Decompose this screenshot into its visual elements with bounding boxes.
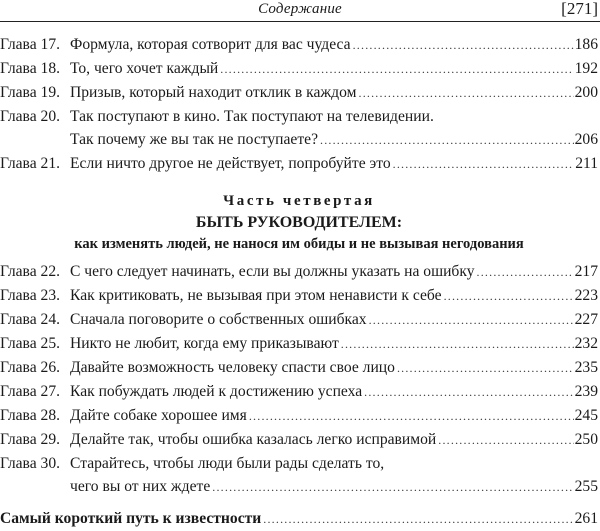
toc-entry-chapter-23[interactable]: [0, 284, 598, 308]
chapter-title: Если ничто другое не действует, попробуйте это: [70, 155, 391, 172]
chapter-page: 250: [574, 431, 598, 448]
toc-entry-chapter-25[interactable]: [0, 332, 598, 356]
chapter-label: Глава 18.: [0, 60, 61, 77]
dot-leader: [212, 476, 573, 499]
page-number: [271]: [561, 0, 598, 18]
dot-leader: [393, 153, 575, 176]
chapter-page: 227: [574, 311, 598, 328]
chapter-label: Глава 28.: [0, 407, 61, 424]
chapter-label: Глава 23.: [0, 287, 61, 304]
toc-entry-chapter-30[interactable]: [0, 452, 598, 499]
toc-entry-chapter-24[interactable]: [0, 308, 598, 332]
chapter-label: Глава 22.: [0, 263, 61, 280]
dot-leader: [397, 357, 574, 380]
chapter-page: 239: [574, 383, 598, 400]
toc-entry-chapter-27[interactable]: [0, 380, 598, 404]
chapter-page: 245: [574, 407, 598, 424]
final-entry-page: 261: [574, 510, 598, 527]
dot-leader: [320, 129, 574, 152]
chapter-title-line-1: Так поступают в кино. Так поступают на телевидении.: [70, 108, 434, 125]
chapter-label: Глава 20.: [0, 108, 61, 125]
chapter-title-line-2: чего вы от них ждете: [70, 478, 211, 495]
toc-entry-chapter-21[interactable]: [0, 152, 598, 176]
toc-entry-chapter-19[interactable]: [0, 81, 598, 105]
dot-leader: [438, 429, 573, 452]
chapter-title: С чего следует начинать, если вы должны указать на ошибку: [70, 263, 475, 280]
dot-leader: [444, 285, 574, 308]
chapter-title: Как критиковать, не вызывая при этом ненависти к себе: [70, 287, 442, 304]
chapter-page: 232: [574, 335, 598, 352]
chapter-title-line-1: Старайтесь, чтобы люди были рады сделать то,: [70, 455, 385, 472]
toc-entry-final[interactable]: [0, 507, 598, 531]
chapter-page: 223: [574, 287, 598, 304]
page-header: [0, 0, 600, 22]
dot-leader: [359, 82, 574, 105]
dot-leader: [477, 261, 574, 284]
toc-entry-chapter-18[interactable]: [0, 57, 598, 81]
chapter-label: Глава 29.: [0, 431, 61, 448]
chapter-title: То, чего хочет каждый: [70, 60, 219, 77]
chapter-page: 200: [574, 84, 598, 101]
chapter-title: Никто не любит, когда ему приказывают: [70, 335, 339, 352]
toc-entry-chapter-26[interactable]: [0, 356, 598, 380]
part-title: БЫТЬ РУКОВОДИТЕЛЕМ:: [195, 214, 403, 231]
chapter-title: Сначала поговорите о собственных ошибках: [70, 311, 367, 328]
dot-leader: [249, 405, 574, 428]
dot-leader: [369, 309, 574, 332]
dot-leader: [353, 34, 574, 57]
chapter-page: 206: [574, 131, 598, 148]
part-subtitle: как изменять людей, не нанося им обиды и не вызывая негодования: [74, 236, 524, 252]
chapter-title: Давайте возможность человеку спасти свое лицо: [70, 359, 395, 376]
dot-leader: [263, 508, 573, 531]
final-entry-title: Самый короткий путь к известности: [0, 510, 262, 527]
chapter-label: Глава 30.: [0, 455, 61, 472]
chapter-label: Глава 27.: [0, 383, 61, 400]
chapter-title: Формула, которая сотворит для вас чудеса: [70, 36, 351, 53]
toc-entry-chapter-28[interactable]: [0, 404, 598, 428]
chapter-page: 255: [574, 478, 598, 495]
dot-leader: [364, 381, 573, 404]
toc-entry-chapter-29[interactable]: [0, 428, 598, 452]
part-label: Часть четвертая: [223, 193, 375, 209]
chapter-label: Глава 21.: [0, 155, 61, 172]
chapter-page: 235: [574, 359, 598, 376]
chapter-title: Делайте так, чтобы ошибка казалась легко исправимой: [70, 431, 437, 448]
dot-leader: [220, 58, 573, 81]
dot-leader: [341, 333, 574, 356]
toc-entry-chapter-22[interactable]: [0, 260, 598, 284]
chapter-label: Глава 17.: [0, 36, 61, 53]
chapter-label: Глава 25.: [0, 335, 61, 352]
chapter-page: 211: [575, 155, 598, 172]
toc-entry-chapter-20[interactable]: [0, 105, 598, 152]
chapter-title-line-2: Так почему же вы так не поступаете?: [70, 131, 318, 148]
chapter-label: Глава 19.: [0, 84, 61, 101]
chapter-label: Глава 26.: [0, 359, 61, 376]
running-title: Содержание: [258, 1, 342, 17]
chapter-page: 186: [574, 36, 598, 53]
table-of-contents: [0, 33, 598, 531]
chapter-title: Как побуждать людей к достижению успеха: [70, 383, 363, 400]
chapter-title: Дайте собаке хорошее имя: [70, 407, 247, 424]
toc-entry-chapter-17[interactable]: [0, 33, 598, 57]
chapter-label: Глава 24.: [0, 311, 61, 328]
part-heading: [0, 190, 598, 254]
chapter-page: 217: [574, 263, 598, 280]
chapter-title: Призыв, который находит отклик в каждом: [70, 84, 357, 101]
chapter-page: 192: [574, 60, 598, 77]
